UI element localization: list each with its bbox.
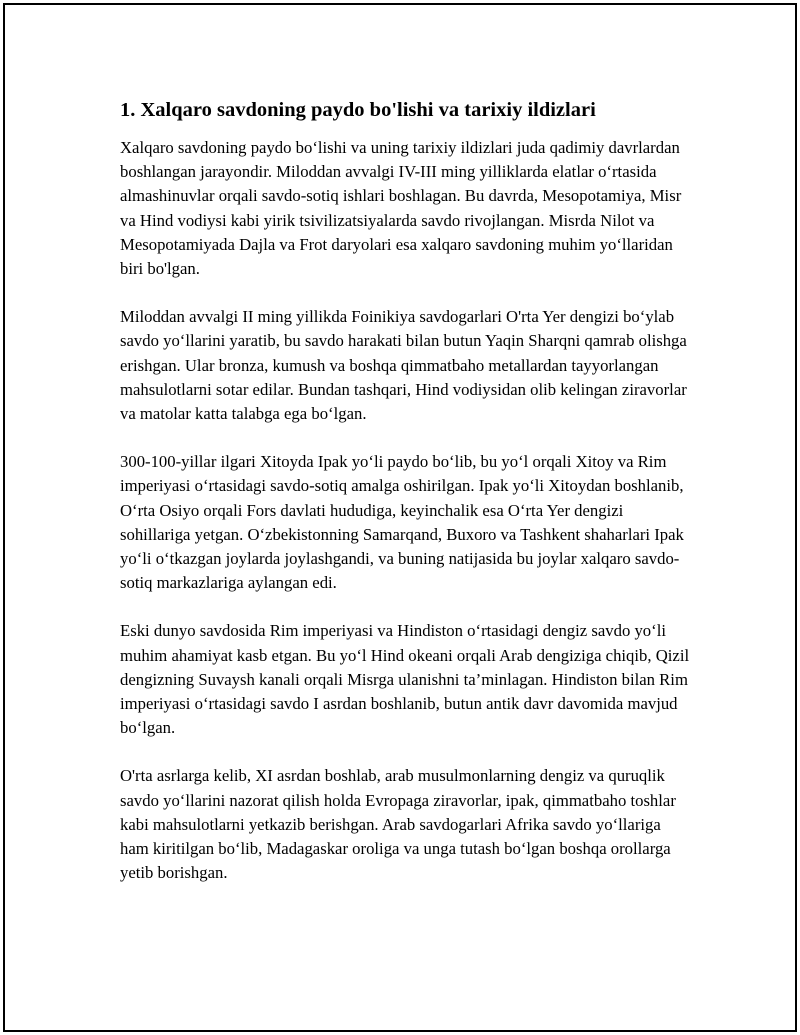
document-body — [120, 96, 690, 909]
paragraph-5: O'rta asrlarga kelib, XI asrdan boshlab, arab musulmonlarning dengiz va quruqlik savdo yo‘llarini nazorat qilish holda Evropaga ziravorlar, ipak, qimmatbaho toshlar kabi mahsulotlarni yetkazib berishgan. Arab savdogarlari Afrika savdo yo‘llariga ham kiritilgan bo‘lib, Madagaskar oroliga va unga tutash bo‘lgan boshqa orollarga yetib borishgan. — [120, 766, 676, 883]
paragraph-4: Eski dunyo savdosida Rim imperiyasi va Hindiston o‘rtasidagi dengiz savdo yo‘li muhim ahamiyat kasb etgan. Bu yo‘l Hind okeani orqali Arab dengiziga chiqib, Qizil dengizning Suvaysh kanali orqali Misrga ulanishni ta’minlagan. Hindiston bilan Rim imperiyasi o‘rtasidagi savdo I asrdan boshlanib, butun antik davr davomida mavjud bo‘lgan. — [120, 621, 690, 738]
paragraph-3: 300-100-yillar ilgari Xitoyda Ipak yo‘li paydo bo‘lib, bu yo‘l orqali Xitoy va Rim imperiyasi o‘rtasidagi savdo-sotiq amalga oshirilgan. Ipak yo‘li Xitoydan boshlanib, O‘rta Osiyo orqali Fors davlati hududiga, keyinchalik esa O‘rta Yer dengizi sohillariga yetgan. O‘zbekistonning Samarqand, Buxoro va Tashkent shaharlari Ipak yo‘li o‘tkazgan joylarda joylashgandi, va buning natijasida bu joylar xalqaro savdo-sotiq markazlariga aylangan edi. — [120, 452, 684, 593]
paragraph-2: Miloddan avvalgi II ming yillikda Foinikiya savdogarlari O'rta Yer dengizi bo‘ylab savdo yo‘llarini yaratib, bu savdo harakati bilan butun Yaqin Sharqni qamrab olishga erishgan. Ular bronza, kumush va boshqa qimmatbaho metallardan tayyorlangan mahsulotlarni sotar edilar. Bundan tashqari, Hind vodiysidan olib kelingan ziravorlar va matolar katta talabga ega bo‘lgan. — [120, 307, 687, 424]
section-heading: 1. Xalqaro savdoning paydo bo'lishi va tarixiy ildizlari — [120, 99, 596, 121]
document-page — [3, 3, 797, 1032]
paragraph-1: Xalqaro savdoning paydo bo‘lishi va uning tarixiy ildizlari juda qadimiy davrlardan boshlangan jarayondir. Miloddan avvalgi IV-III ming yilliklarda elatlar o‘rtasida almashinuvlar orqali savdo-sotiq ishlari boshlagan. Bu davrda, Mesopotamiya, Misr va Hind vodiysi kabi yirik tsivilizatsiyalarda savdo rivojlangan. Misrda Nilot va Mesopotamiyada Dajla va Frot daryolari esa xalqaro savdoning muhim yo‘llaridan biri bo'lgan. — [120, 138, 682, 279]
